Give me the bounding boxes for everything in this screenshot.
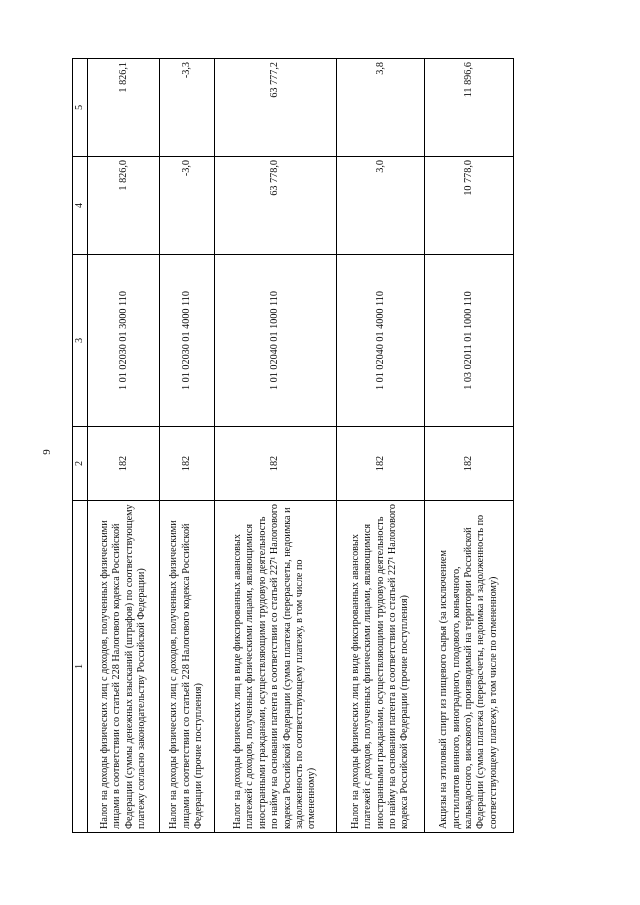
row-admin-code: 182 (425, 427, 514, 501)
row-description: Налог на доходы физических лиц с доходов, полученных физическими лицами в соответствии со статьей 228 Налогового кодекса Российской Федерации (суммы денежных взысканий (штрафов) по соответствующему платежу согласно законодательству Российской Федерации) (88, 501, 160, 833)
row-value-col4: -3,0 (160, 157, 215, 255)
page-number: 9 (41, 449, 53, 455)
row-value-col4: 10 778,0 (425, 157, 514, 255)
row-description: Налог на доходы физических лиц в виде фиксированных авансовых платежей с доходов, полученных физическими лицами, являющимися иностранными гражданами, осуществляющими трудовую деятельность по найму на основании патента в соответствии со статьей 227¹ Налогового кодекса Российской Федерации (сумма платежа (перерасчеты, недоимка и задолженность по соответствующему платежу, в том числе по отмененному) (214, 501, 336, 833)
rotated-page (72, 59, 514, 833)
table-row (425, 59, 514, 833)
row-admin-code: 182 (88, 427, 160, 501)
row-description: Налог на доходы физических лиц в виде фиксированных авансовых платежей с доходов, полученных физическими лицами, являющимися иностранными гражданами, осуществляющими трудовую деятельность по найму на основании патента в соответствии со статьей 227¹ Налогового кодекса Российской Федерации (прочие поступления) (337, 501, 425, 833)
row-budget-code: 1 01 02040 01 4000 110 (337, 255, 425, 427)
row-description: Налог на доходы физических лиц с доходов, полученных физическими лицами в соответствии со статьей 228 Налогового кодекса Российской Федерации (прочие поступления) (160, 501, 215, 833)
header-col-3: 3 (73, 255, 88, 427)
row-budget-code: 1 01 02030 01 3000 110 (88, 255, 160, 427)
table-row (337, 59, 425, 833)
row-budget-code: 1 01 02040 01 1000 110 (214, 255, 336, 427)
row-value-col5: 1 826,1 (88, 59, 160, 157)
row-admin-code: 182 (337, 427, 425, 501)
header-col-4: 4 (73, 157, 88, 255)
header-row (73, 59, 88, 833)
revenue-table (72, 58, 514, 833)
row-value-col4: 1 826,0 (88, 157, 160, 255)
header-col-1: 1 (73, 501, 88, 833)
row-budget-code: 1 03 02011 01 1000 110 (425, 255, 514, 427)
row-value-col5: 3,8 (337, 59, 425, 157)
row-value-col5: 63 777,2 (214, 59, 336, 157)
row-value-col4: 3,0 (337, 157, 425, 255)
row-admin-code: 182 (160, 427, 215, 501)
table-row (160, 59, 215, 833)
row-value-col5: -3,3 (160, 59, 215, 157)
row-value-col4: 63 778,0 (214, 157, 336, 255)
row-budget-code: 1 01 02030 01 4000 110 (160, 255, 215, 427)
header-col-2: 2 (73, 427, 88, 501)
row-admin-code: 182 (214, 427, 336, 501)
row-description: Акцизы на этиловый спирт из пищевого сырья (за исключением дистиллятов винного, виноградного, плодового, коньячного, кальвадосного, вискового), производимый на территории Российской Федерации (сумма платежа (перерасчеты, недоимка и задолженность по соответствующему платежу, в том числе по отмененному) (425, 501, 514, 833)
header-col-5: 5 (73, 59, 88, 157)
table-row (88, 59, 160, 833)
row-value-col5: 11 896,6 (425, 59, 514, 157)
table-row (214, 59, 336, 833)
